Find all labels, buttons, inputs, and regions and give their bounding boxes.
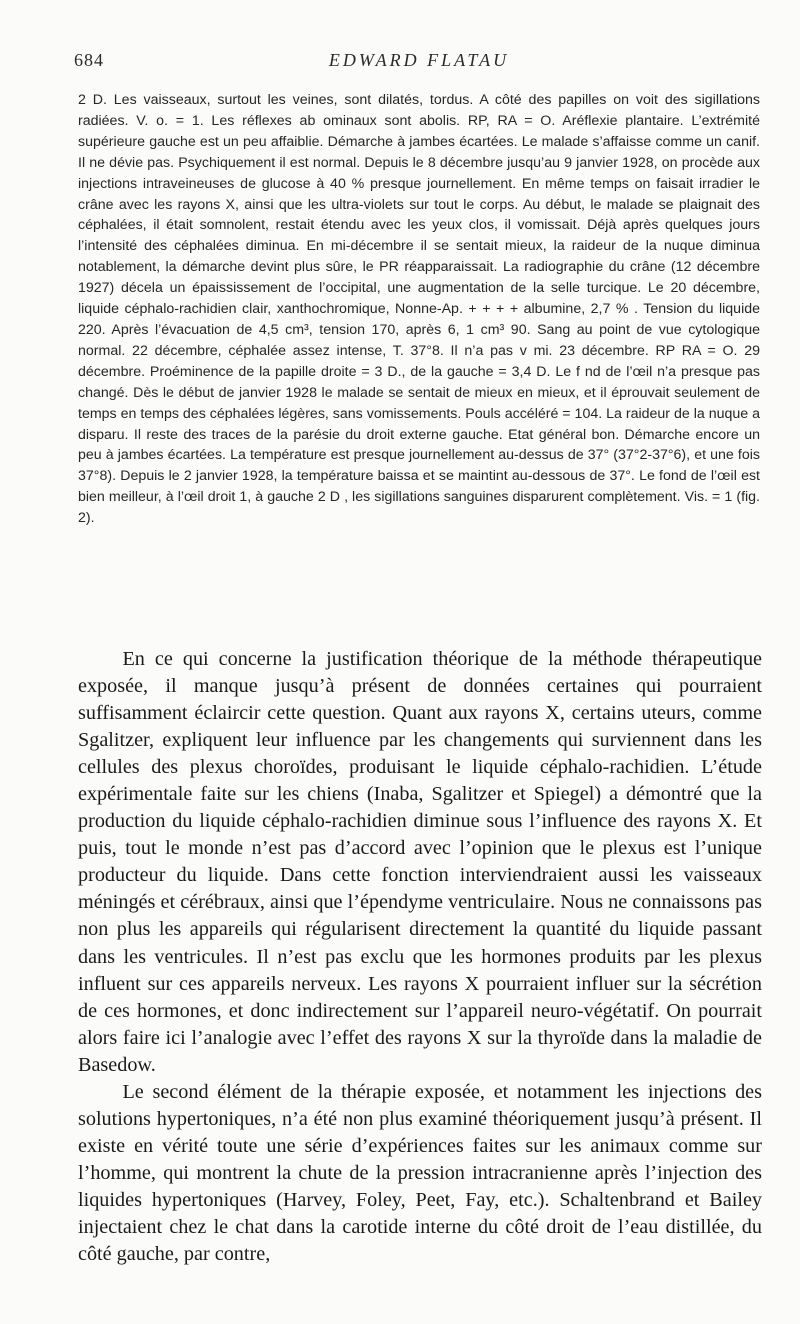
discussion-paragraph-1: En ce qui concerne la justification théorique de la méthode thérapeutique exposée, il manque jusqu’à présent de données certaines qui pourraient suffisamment éclaircir cette question. Quant aux rayons X, certains uteurs, comme Sgalitzer, expliquent leur influence par les changements qui surviennent dans les cellules des plexus choroïdes, produisant le liquide céphalo-rachidien. L’étude expérimentale faite sur les chiens (Inaba, Sgalitzer et Spiegel) a démontré que la production du liquide céphalo-rachidien diminue sous l’influence des rayons X. Et puis, tout le monde n’est pas d’accord avec l’opinion que le plexus est l’unique producteur du liquide. Dans cette fonction interviendraient aussi les vaisseaux méningés et cérébraux, ainsi que l’épendyme ventriculaire. Nous ne connaissons pas non plus les appareils qui régularisent directement la quantité du liquide passant dans les ventricules. Il n’est pas exclu que les hormones produits par les plexus influent sur ces appareils nerveux. Les rayons X pourraient influer sur la sécrétion de ces hormones, et donc indirectement sur l’appareil neuro-végétatif. On pourrait alors faire ici l’analogie avec l’effet des rayons X sur la thyroïde dans la maladie de Basedow. [78, 648, 762, 1076]
case-report-block [78, 90, 760, 529]
page-header [74, 50, 764, 74]
case-report-paragraph: 2 D. Les vaisseaux, surtout les veines, sont dilatés, tordus. A côté des papilles on voit des sigillations radiées. V. o. = 1. Les réflexes ab ominaux sont abolis. RP, RA = O. Aréflexie plantaire. L’extrémité supérieure gauche est un peu affaiblie. Démarche à jambes écartées. Le malade s’affaisse comme un canif. Il ne dévie pas. Psychiquement il est normal. Depuis le 8 décembre jusqu’au 9 janvier 1928, on procède aux injections intraveineuses de glucose à 40 % presque journellement. En même temps on faisait irradier le crâne avec les rayons X, ainsi que les ultra-violets sur tout le corps. Au début, le malade se plaignait des céphalées, il était somnolent, restait étendu avec les yeux clos, il vomissait. Déjà après quelques jours l’intensité des céphalées diminua. En mi-décembre il se sentait mieux, la raideur de la nuque diminua notablement, la démarche devint plus sûre, le PR réapparaissait. La radiographie du crâne (12 décembre 1927) décela un épaississement de l’occipital, une augmentation de la selle turcique. Le 20 décembre, liquide céphalo-rachidien clair, xanthochromique, Nonne-Ap. + + + + albumine, 2,7 % . Tension du liquide 220. Après l’évacuation de 4,5 cm³, tension 170, après 6, 1 cm³ 90. Sang au point de vue cytologique normal. 22 décembre, céphalée assez intense, T. 37°8. Il n’a pas v mi. 23 décembre. RP RA = O. 29 décembre. Proéminence de la papille droite = 3 D., de la gauche = 3,4 D. Le f nd de l’œil n’a presque pas changé. Dès le début de janvier 1928 le malade se sentait de mieux en mieux, et il éprouvait seulement de temps en temps des céphalées légères, sans vomissements. Pouls accéléré = 104. La raideur de la nuque a disparu. Il reste des traces de la parésie du droit externe gauche. Etat général bon. Démarche encore un peu à jambes écartées. La température est presque journellement au-dessus de 37° (37°2-37°6), et une fois 37°8). Depuis le 2 janvier 1928, la température baissa et se maintint au-dessous de 37°. Le fond de l’œil est bien meilleur, à l’œil droit 1, à gauche 2 D , les sigillations sanguines disparurent complètement. Vis. = 1 (fig. 2). [78, 92, 760, 527]
page-number: 684 [74, 50, 104, 70]
running-title: EDWARD FLATAU [328, 50, 510, 70]
discussion-paragraph-2: Le second élément de la thérapie exposée, et notamment les injections des solutions hypertoniques, n’a été non plus examiné théoriquement jusqu’à présent. Il existe en vérité toute une série d’expériences faites sur les animaux comme sur l’homme, qui montrent la chute de la pression intracranienne après l’injection des liquides hypertoniques (Harvey, Foley, Peet, Fay, etc.). Schaltenbrand et Bailey injectaient chez le chat dans la carotide interne du côté droit de l’eau distillée, du côté gauche, par contre, [78, 1080, 762, 1266]
discussion-block [78, 646, 762, 1268]
